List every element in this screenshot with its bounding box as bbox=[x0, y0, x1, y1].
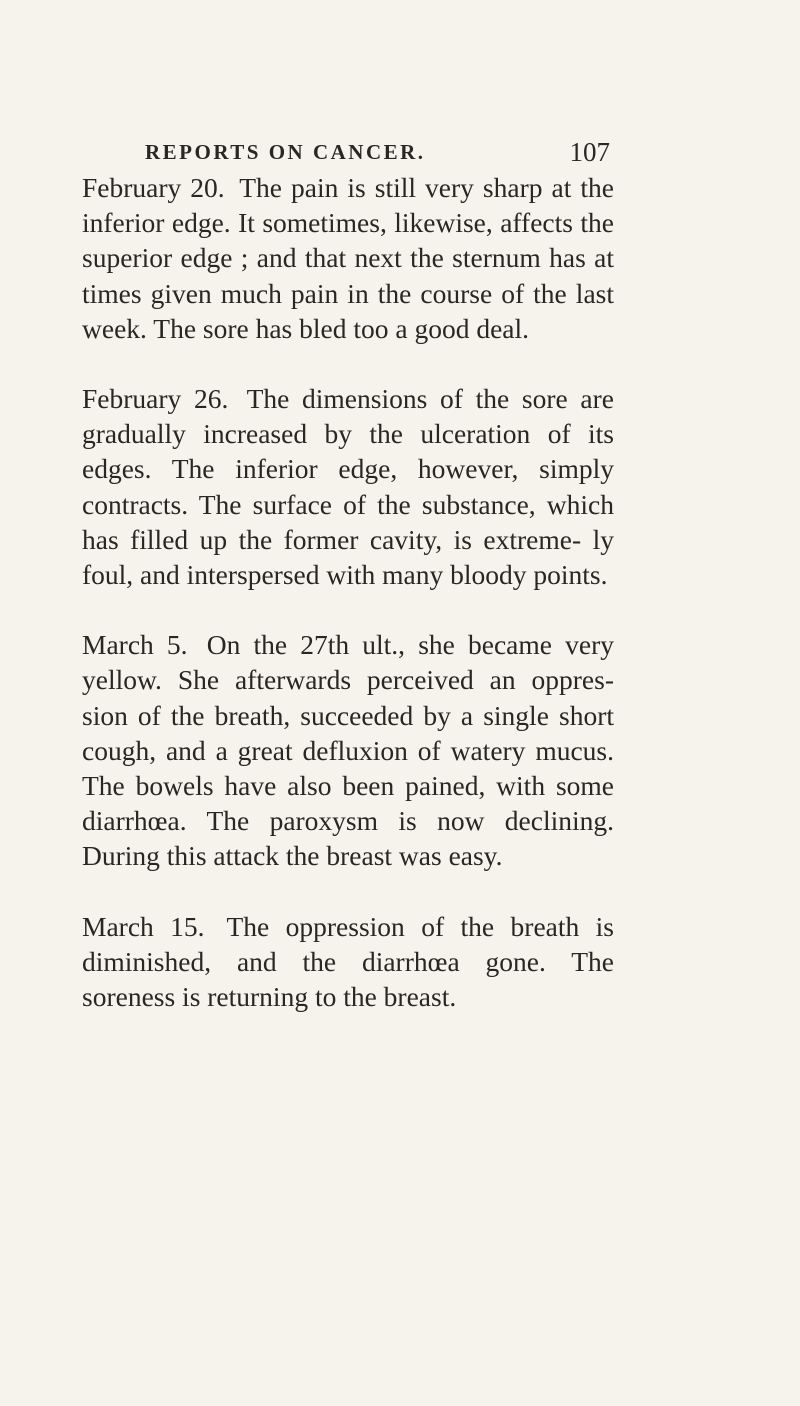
entry-date: February 20. bbox=[82, 172, 225, 203]
entry-march-5 bbox=[82, 627, 614, 873]
entry-text: The pain is still very sharp at the inferior edge. It sometimes, likewise, affects the superior edge ; and that next the sternum has at times given much pain in the course of the last week. The sore has bled too a good deal. bbox=[82, 172, 614, 344]
entry-date: March 5. bbox=[82, 629, 188, 661]
entry-date: February 26. bbox=[82, 383, 229, 415]
entry-text: The dimensions of the sore are gradually increased by the ulceration of its edges. The inferior edge, however, simply contracts. The surface of the substance, which has filled up the former cavity, is extreme- ly foul, and interspersed with many bloody points. bbox=[82, 383, 614, 591]
body-text bbox=[82, 170, 614, 1049]
entry-text: The oppression of the breath is diminished, and the diarrhœa gone. The soreness is returning to the breast. bbox=[82, 910, 614, 1013]
running-head bbox=[145, 137, 610, 170]
entry-text: On the 27th ult., she became very yellow. She afterwards perceived an oppres- sion of the breath, succeeded by a single short cough, and a great defluxion of watery mucus. The bowels have also been pained, with some diarrhœa. The paroxysm is now declining. During this attack the breast was easy. bbox=[82, 629, 614, 872]
page-number: 107 bbox=[569, 137, 610, 167]
entry-february-20 bbox=[82, 170, 614, 346]
running-title: REPORTS ON CANCER. bbox=[145, 140, 426, 164]
entry-february-26 bbox=[82, 381, 614, 592]
entry-date: March 15. bbox=[82, 910, 205, 942]
entry-march-15 bbox=[82, 909, 614, 1015]
